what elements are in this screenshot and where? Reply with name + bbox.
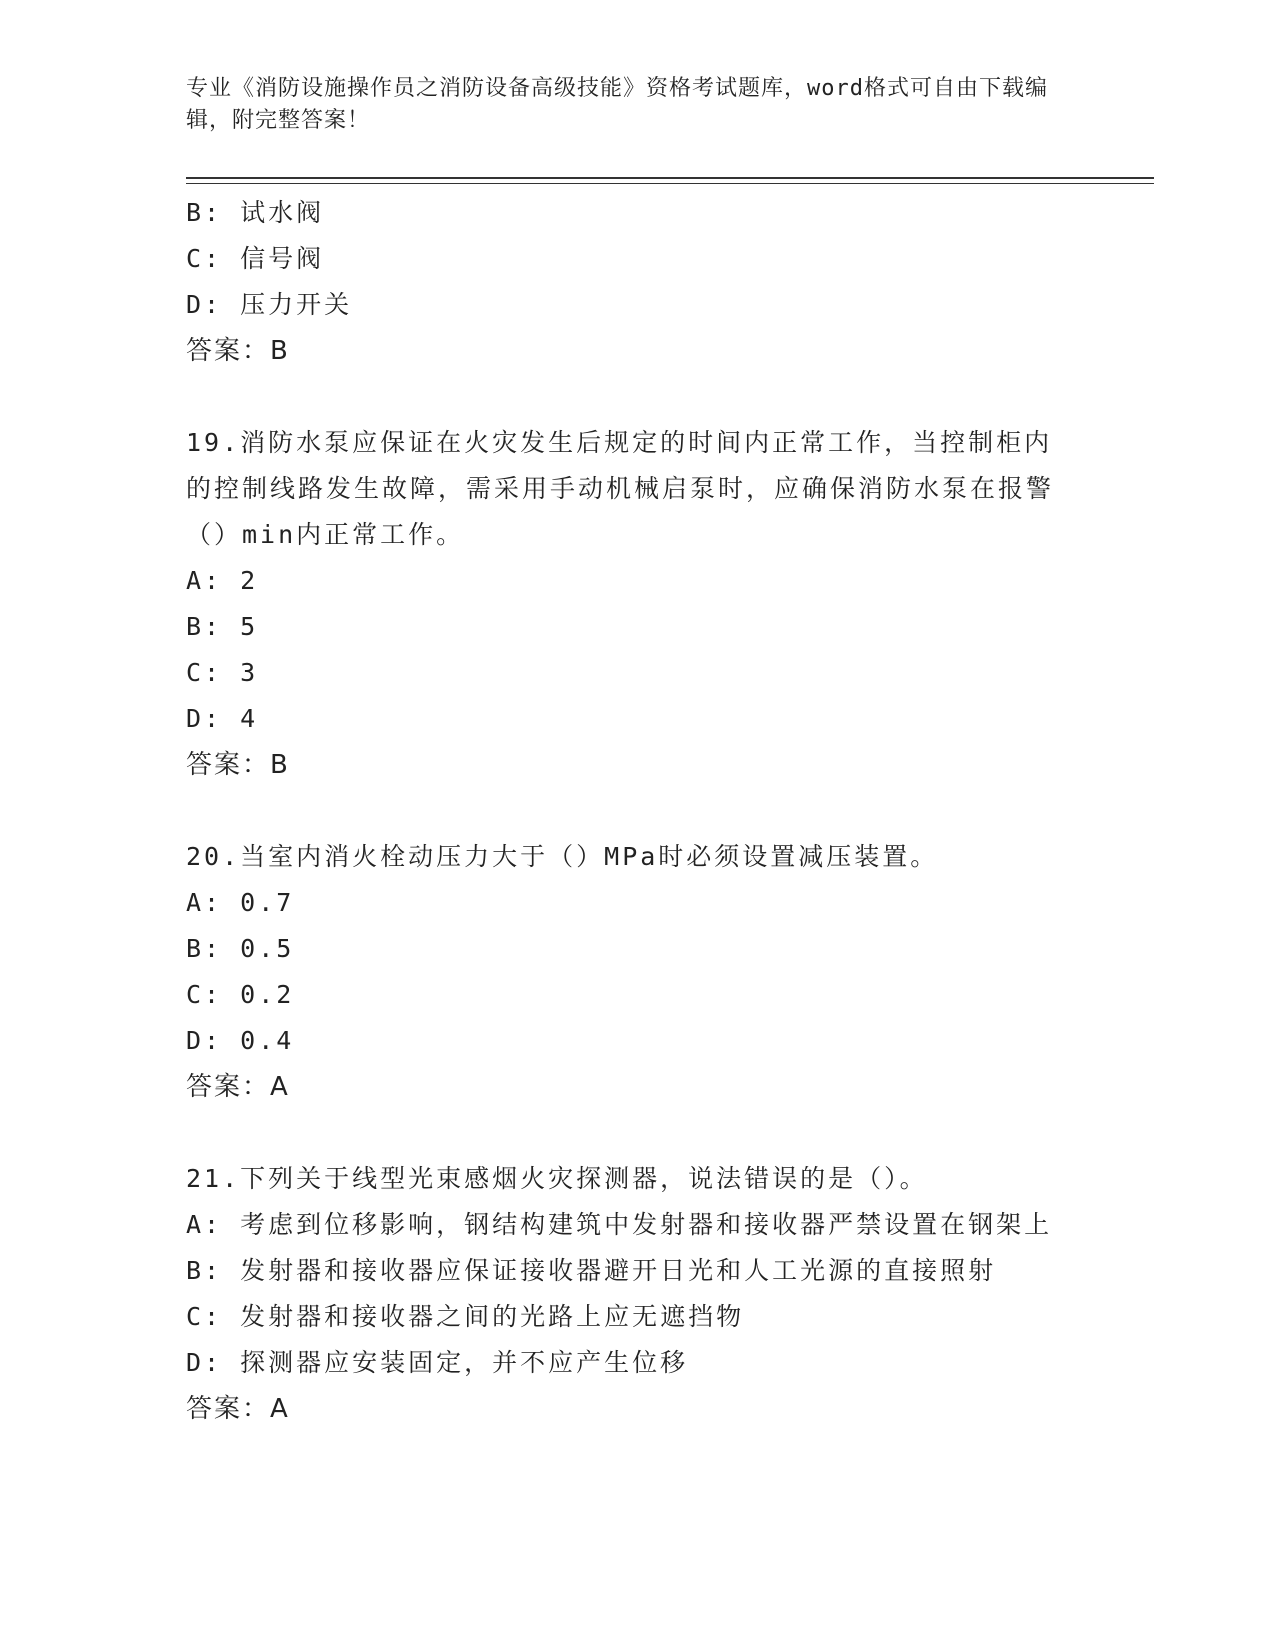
answer-label: 答案：B <box>186 336 290 366</box>
answer-label: 答案：A <box>186 1394 290 1424</box>
option-a: A: 0.7 <box>186 888 295 917</box>
question-21 <box>186 1156 1086 1432</box>
option-b: B: 发射器和接收器应保证接收器避开日光和人工光源的直接照射 <box>186 1256 997 1285</box>
spacer <box>186 374 1086 420</box>
option-d: D: 0.4 <box>186 1026 295 1055</box>
question-19 <box>186 420 1086 788</box>
answer-label: 答案：A <box>186 1072 290 1102</box>
option-b: B: 试水阀 <box>186 198 325 227</box>
option-d: D: 压力开关 <box>186 290 353 319</box>
question-stem: 21.下列关于线型光束感烟火灾探测器，说法错误的是（）。 <box>186 1164 928 1193</box>
option-c: C: 发射器和接收器之间的光路上应无遮挡物 <box>186 1302 745 1331</box>
document-header: 专业《消防设施操作员之消防设备高级技能》资格考试题库，word格式可自由下载编辑，附完整答案！ <box>186 76 1048 133</box>
spacer <box>186 788 1086 834</box>
question-list <box>186 190 1086 1432</box>
option-b: B: 5 <box>186 612 259 641</box>
option-a: A: 2 <box>186 566 259 595</box>
option-c: C: 3 <box>186 658 259 687</box>
question-stem: 20.当室内消火栓动压力大于（）MPa时必须设置减压装置。 <box>186 842 939 871</box>
option-d: D: 探测器应安装固定，并不应产生位移 <box>186 1348 689 1377</box>
option-c: C: 信号阀 <box>186 244 325 273</box>
question-18-tail <box>186 190 1086 374</box>
option-b: B: 0.5 <box>186 934 295 963</box>
question-stem: 19.消防水泵应保证在火灾发生后规定的时间内正常工作，当控制柜内的控制线路发生故障，需采用手动机械启泵时，应确保消防水泵在报警（）min内正常工作。 <box>186 428 1055 549</box>
header-divider-thin <box>186 183 1154 184</box>
question-20 <box>186 834 1086 1110</box>
answer-label: 答案：B <box>186 750 290 780</box>
option-c: C: 0.2 <box>186 980 295 1009</box>
option-d: D: 4 <box>186 704 259 733</box>
option-a: A: 考虑到位移影响，钢结构建筑中发射器和接收器严禁设置在钢架上 <box>186 1210 1053 1239</box>
header-divider-thick <box>186 177 1154 179</box>
spacer <box>186 1110 1086 1156</box>
